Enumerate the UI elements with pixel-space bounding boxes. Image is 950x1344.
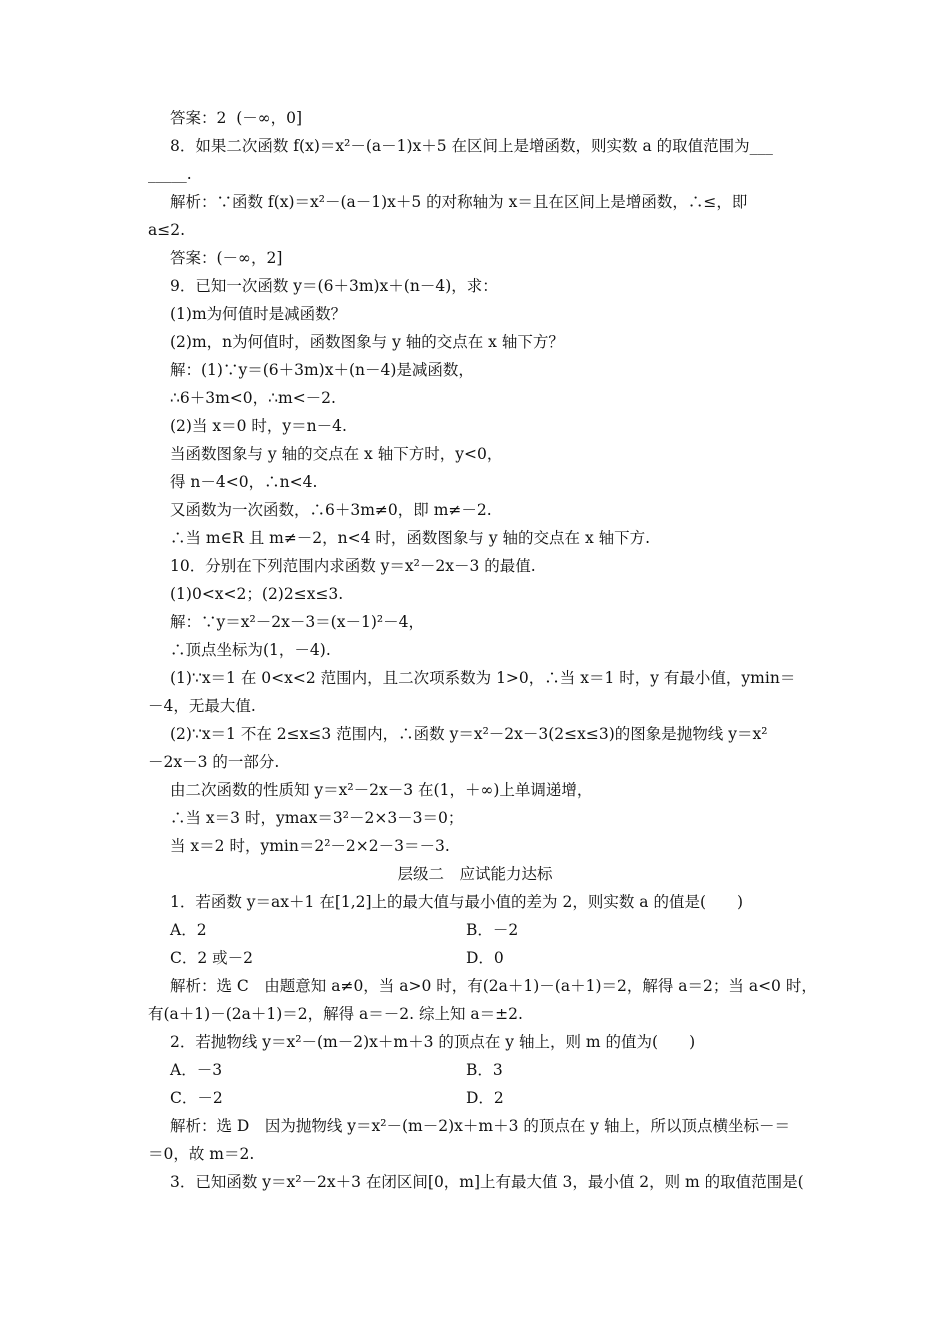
text-line: D．0: [466, 949, 504, 967]
text-line: 解析：选 D 因为抛物线 y＝x²－(m－2)x＋m＋3 的顶点在 y 轴上，所以顶点横坐标－＝: [170, 1117, 790, 1135]
text-line: 答案：2 (－∞，0]: [170, 109, 303, 127]
text-line: 解析：选 C 由题意知 a≠0，当 a>0 时，有(2a＋1)－(a＋1)＝2，解得 a＝2；当 a<0 时，: [170, 977, 817, 995]
text-line: C．－2: [170, 1089, 223, 1107]
text-line: 又函数为一次函数，∴6＋3m≠0，即 m≠－2.: [170, 501, 492, 519]
text-line: 2．若抛物线 y＝x²－(m－2)x＋m＋3 的顶点在 y 轴上，则 m 的值为( ): [170, 1033, 696, 1051]
text-line: a≤2.: [148, 221, 186, 239]
text-line: A．2: [170, 921, 207, 939]
text-line: (1)∵x＝1 在 0<x<2 范围内，且二次项系数为 1>0，∴当 x＝1 时，y 有最小值，ymin＝: [170, 669, 796, 687]
text-line: 1．若函数 y＝ax＋1 在[1,2]上的最大值与最小值的差为 2，则实数 a 的值是( ): [170, 893, 744, 911]
text-line: 由二次函数的性质知 y＝x²－2x－3 在(1，＋∞)上单调递增，: [170, 781, 593, 799]
text-line: 解：(1)∵y＝(6＋3m)x＋(n－4)是减函数，: [170, 361, 474, 379]
text-line: ∴当 m∈R 且 m≠－2，n<4 时，函数图象与 y 轴的交点在 x 轴下方.: [170, 529, 651, 547]
text-line: _____.: [148, 165, 192, 183]
text-line: C．2 或－2: [170, 949, 254, 967]
text-line: 答案：(－∞，2]: [170, 249, 283, 267]
text-line: 解析：∵函数 f(x)＝x²－(a－1)x＋5 的对称轴为 x＝且在区间上是增函数，∴≤，即: [170, 193, 748, 211]
text-line: 10．分别在下列范围内求函数 y＝x²－2x－3 的最值.: [170, 557, 536, 575]
text-line: ∴顶点坐标为(1，－4).: [170, 641, 331, 659]
text-line: ∴6＋3m<0，∴m<－2.: [170, 389, 336, 407]
text-line: D．2: [466, 1089, 504, 1107]
text-line: ∴当 x＝3 时，ymax＝3²－2×3－3＝0；: [170, 809, 464, 827]
text-line: (1)m为何值时是减函数？: [170, 305, 347, 323]
text-line: (2)当 x＝0 时，y＝n－4.: [170, 417, 347, 435]
text-line: 层级二 应试能力达标: [397, 865, 553, 883]
text-line: ＝0，故 m＝2.: [148, 1145, 255, 1163]
text-line: B．－2: [466, 921, 519, 939]
text-line: 得 n－4<0，∴n<4.: [170, 473, 318, 491]
text-line: －4，无最大值.: [148, 697, 256, 715]
text-line: B．3: [466, 1061, 503, 1079]
text-line: 9．已知一次函数 y＝(6＋3m)x＋(n－4)，求：: [170, 277, 498, 295]
text-line: －2x－3 的一部分.: [148, 753, 280, 771]
text-line: A．－3: [170, 1061, 223, 1079]
text-line: 当函数图象与 y 轴的交点在 x 轴下方时，y<0，: [170, 445, 503, 463]
text-line: 8．如果二次函数 f(x)＝x²－(a－1)x＋5 在区间上是增函数，则实数 a 的取值范围为___: [170, 137, 773, 155]
text-line: (2)m，n为何值时，函数图象与 y 轴的交点在 x 轴下方？: [170, 333, 564, 351]
text-line: (2)∵x＝1 不在 2≤x≤3 范围内，∴函数 y＝x²－2x－3(2≤x≤3)的图象是抛物线 y＝x²: [170, 725, 768, 743]
text-line: (1)0<x<2；(2)2≤x≤3.: [170, 585, 344, 603]
text-line: 有(a＋1)－(2a＋1)＝2，解得 a＝－2. 综上知 a＝±2.: [148, 1005, 523, 1023]
text-line: 3．已知函数 y＝x²－2x＋3 在闭区间[0，m]上有最大值 3，最小值 2，则 m 的取值范围是(: [170, 1173, 804, 1191]
text-line: 当 x＝2 时，ymin＝2²－2×2－3＝－3.: [170, 837, 450, 855]
text-line: 解：∵y＝x²－2x－3＝(x－1)²－4，: [170, 613, 424, 631]
